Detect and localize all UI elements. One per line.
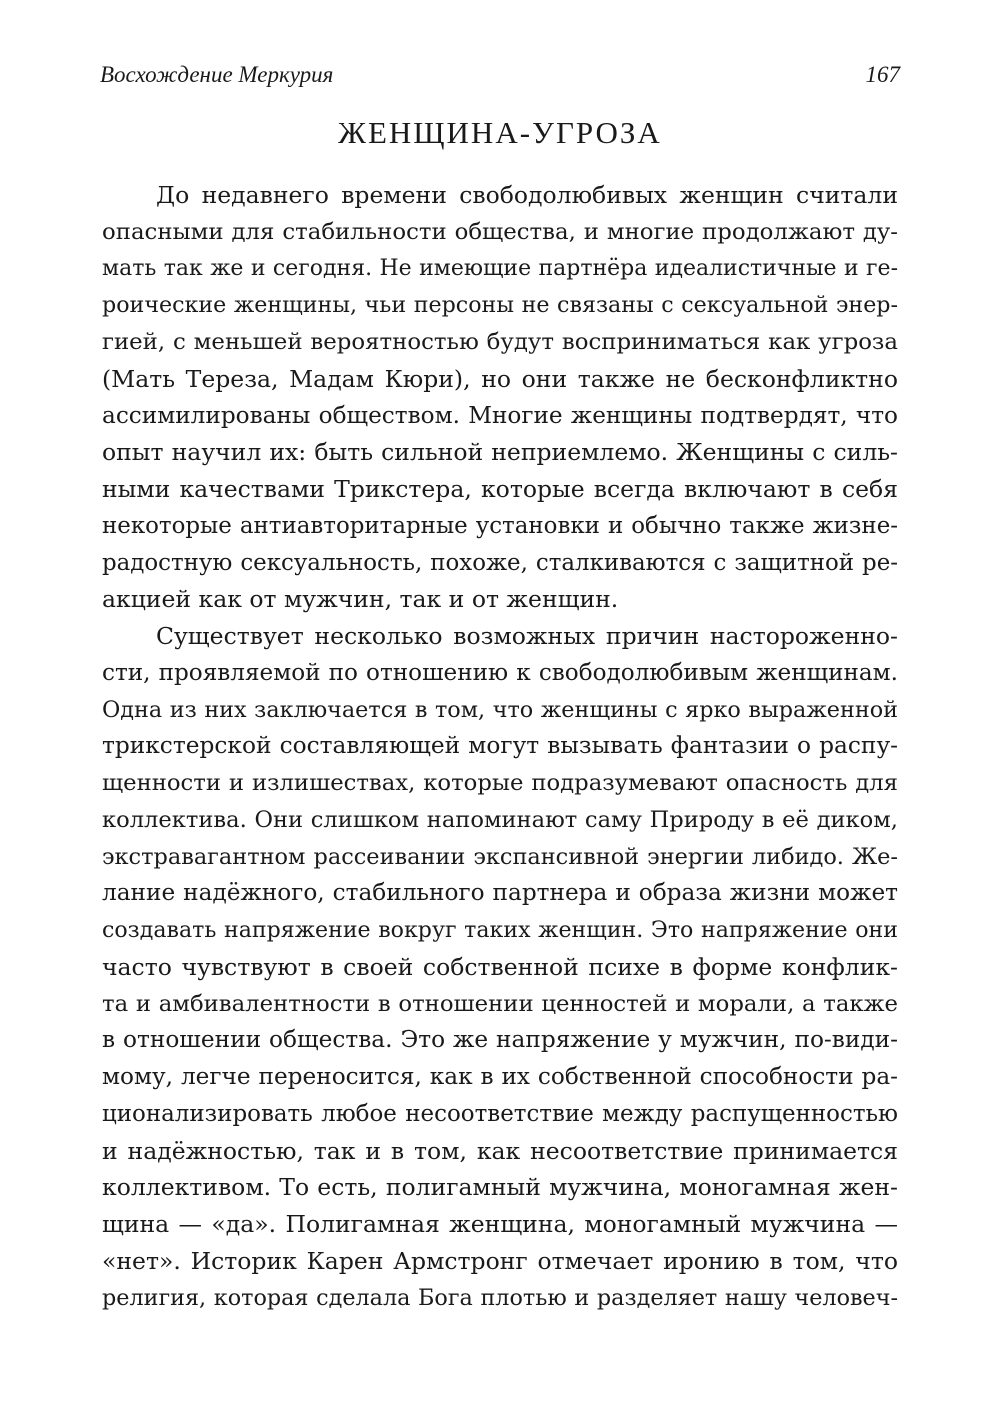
text-line: «нет». Историк Карен Армстронг отмечает иронию в том, что — [102, 1246, 898, 1275]
body-text — [102, 177, 898, 1316]
text-line: роические женщины, чьи персоны не связаны с сексуальной энер- — [102, 292, 898, 319]
text-line: Одна из них заключается в том, что женщины с ярко выраженной — [102, 696, 898, 723]
text-line: ными качествами Трикстера, которые всегда включают в себя — [102, 475, 898, 503]
text-line: мому, легче переносится, как в их собственной способности ра- — [102, 1063, 898, 1090]
text-line: До недавнего времени свободолюбивых женщин считали — [156, 181, 898, 209]
text-line: и надёжностью, так и в том, как несоответствие принимается — [102, 1136, 898, 1165]
text-line: в отношении общества. Это же напряжение у мужчин, по-види- — [102, 1026, 898, 1054]
text-line: сти, проявляемой по отношению к свободолюбивым женщинам. — [102, 659, 898, 686]
text-line: создавать напряжение вокруг таких женщин. Это напряжение они — [102, 917, 898, 943]
text-line: та и амбивалентности в отношении ценностей и морали, а также — [102, 990, 898, 1017]
text-line: коллектива. Они слишком напоминают саму Природу в её диком, — [102, 806, 898, 833]
text-line: Существует несколько возможных причин настороженно- — [156, 622, 898, 650]
text-line: опыт научил их: быть сильной неприемлемо. Женщины с силь- — [102, 438, 898, 467]
text-line: лание надёжного, стабильного партнера и образа жизни может — [102, 879, 898, 907]
section-title: ЖЕНЩИНА-УГРОЗА — [338, 115, 662, 150]
text-line: некоторые антиавторитарные установки и обычно также жизне- — [102, 512, 898, 539]
text-line: религия, которая сделала Бога плотью и разделяет нашу человеч- — [102, 1284, 898, 1311]
paragraph — [102, 177, 898, 618]
running-header — [100, 62, 900, 94]
text-line: ассимилированы обществом. Многие женщины подтвердят, что — [102, 401, 898, 429]
text-line: ционализировать любое несоответствие между распущенностью — [102, 1100, 898, 1127]
text-line: часто чувствуют в своей собственной психе в форме конфлик- — [102, 952, 898, 981]
text-line: радостную сексуальность, похоже, сталкиваются с защитной ре- — [102, 549, 898, 576]
text-line: коллективом. То есть, полигамный мужчина, моногамная жен- — [102, 1173, 898, 1202]
text-line: трикстерской составляющей могут вызывать фантазии о распу- — [102, 732, 898, 760]
text-line: (Мать Тереза, Мадам Кюри), но они также не бесконфликтно — [102, 364, 898, 393]
paragraph — [102, 618, 898, 1316]
running-title: Восхождение Меркурия — [100, 62, 334, 87]
text-line: гией, с меньшей вероятностью будут восприниматься как угроза — [102, 329, 898, 355]
page-number: 167 — [865, 62, 900, 87]
text-line: мать так же и сегодня. Не имеющие партнёра идеалистичные и ге- — [102, 255, 898, 281]
text-line: щенности и излишествах, которые подразумевают опасность для — [102, 770, 898, 796]
text-line: опасными для стабильности общества, и многие продолжают ду- — [102, 218, 898, 245]
text-line: акцией как от мужчин, так и от женщин. — [102, 585, 619, 614]
text-line: щина — «да». Полигамная женщина, моногамный мужчина — — [102, 1210, 898, 1238]
text-line: экстравагантном рассеивании экспансивной энергии либидо. Же- — [102, 843, 898, 870]
